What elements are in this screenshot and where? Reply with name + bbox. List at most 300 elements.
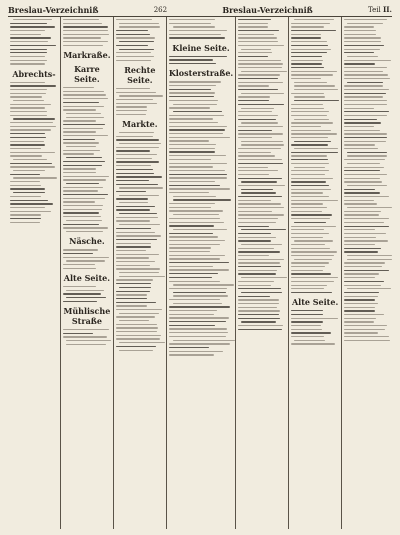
text-line — [63, 253, 93, 254]
text-line — [238, 137, 272, 138]
text-line — [116, 30, 148, 31]
text-line — [238, 240, 271, 241]
text-line — [10, 56, 45, 57]
text-line — [291, 130, 331, 131]
text-line — [344, 332, 378, 333]
text-line — [291, 196, 328, 197]
text-line — [238, 233, 271, 234]
text-line — [63, 128, 103, 129]
text-line — [238, 37, 277, 38]
text-line — [173, 104, 217, 105]
text-line — [169, 288, 228, 289]
text-line — [291, 104, 323, 105]
text-line — [13, 100, 44, 101]
text-line — [116, 147, 159, 148]
text-line — [116, 56, 154, 57]
column-4 — [167, 17, 236, 529]
text-line — [116, 331, 157, 332]
text-line — [344, 60, 390, 61]
text-line — [238, 96, 270, 97]
text-line — [119, 132, 154, 133]
text-line — [241, 277, 287, 278]
text-line — [116, 154, 157, 155]
text-line — [344, 181, 382, 182]
text-line — [238, 185, 284, 186]
text-line — [169, 218, 220, 219]
text-line — [169, 137, 230, 138]
column-1 — [8, 17, 61, 529]
text-line — [169, 140, 209, 141]
text-line — [344, 108, 374, 109]
text-line — [169, 166, 213, 167]
text-line — [291, 244, 325, 245]
text-line — [241, 71, 287, 72]
text-line — [169, 56, 228, 57]
text-line — [344, 203, 377, 204]
text-line — [344, 126, 374, 127]
text-line — [238, 259, 284, 260]
text-line — [169, 144, 217, 145]
text-line — [238, 255, 269, 256]
text-line — [119, 187, 163, 188]
text-line — [169, 177, 228, 178]
text-line — [291, 233, 328, 234]
section-heading: Alte Seite. — [291, 297, 339, 308]
text-line — [169, 262, 229, 263]
text-line — [10, 23, 47, 24]
text-line — [63, 187, 103, 188]
text-line — [116, 52, 151, 53]
text-line — [116, 220, 151, 221]
text-line — [344, 141, 386, 142]
text-line — [116, 88, 150, 89]
text-line — [291, 78, 321, 79]
text-line — [63, 201, 95, 202]
header-part-number: II. — [383, 5, 392, 14]
text-line — [344, 248, 381, 249]
text-line — [291, 37, 321, 38]
text-line — [63, 98, 108, 99]
text-line — [291, 192, 323, 193]
text-line — [291, 115, 326, 116]
text-line — [344, 303, 378, 304]
text-line — [344, 111, 389, 112]
text-line — [63, 87, 94, 88]
text-line — [116, 243, 151, 244]
text-line — [238, 26, 268, 27]
text-line — [63, 23, 102, 24]
text-line — [116, 110, 147, 111]
text-line — [344, 63, 375, 64]
text-line — [119, 224, 161, 225]
text-line — [169, 30, 228, 31]
text-line — [63, 168, 97, 169]
text-line — [238, 56, 268, 57]
text-line — [291, 266, 325, 267]
text-line — [173, 111, 223, 112]
text-line — [169, 155, 226, 156]
text-line — [344, 277, 375, 278]
text-line — [169, 258, 221, 259]
text-line — [344, 100, 387, 101]
text-line — [63, 333, 93, 334]
text-line — [291, 185, 329, 186]
text-line — [116, 139, 159, 140]
text-line — [238, 115, 277, 116]
text-line — [63, 194, 109, 195]
text-line — [238, 207, 284, 208]
text-line — [10, 129, 51, 130]
text-line — [10, 96, 42, 97]
text-line — [169, 63, 216, 64]
text-line — [169, 351, 223, 352]
text-line — [119, 272, 159, 273]
text-line — [63, 34, 109, 35]
text-line — [238, 288, 281, 289]
text-line — [291, 144, 328, 145]
text-line — [169, 133, 223, 134]
text-line — [344, 240, 388, 241]
text-line — [116, 246, 151, 247]
text-line — [169, 225, 214, 226]
text-line — [344, 211, 381, 212]
text-line — [10, 174, 40, 175]
text-line — [169, 181, 215, 182]
text-line — [116, 335, 161, 336]
text-line — [116, 324, 157, 325]
text-line — [116, 279, 153, 280]
text-line — [63, 94, 106, 95]
text-line — [344, 336, 389, 337]
text-line — [169, 23, 211, 24]
text-line — [169, 37, 226, 38]
text-line — [291, 255, 334, 256]
text-line — [10, 196, 41, 197]
text-line — [116, 103, 157, 104]
text-line — [173, 199, 231, 200]
text-line — [241, 144, 284, 145]
text-line — [238, 30, 279, 31]
text-line — [344, 314, 384, 315]
text-line — [344, 273, 379, 274]
text-line — [169, 159, 211, 160]
text-line — [116, 294, 147, 295]
text-line — [238, 130, 272, 131]
text-line — [344, 244, 375, 245]
text-line — [63, 124, 105, 125]
text-line — [347, 56, 378, 57]
text-line — [291, 26, 324, 27]
text-line — [291, 155, 327, 156]
header-right-title: Breslau-Verzeichniß — [222, 5, 313, 15]
text-line — [116, 173, 154, 174]
text-line — [291, 170, 329, 171]
text-line — [169, 343, 230, 344]
text-line — [294, 119, 329, 120]
text-line — [291, 292, 332, 293]
text-line — [63, 153, 94, 154]
text-line — [173, 214, 219, 215]
header-left-title: Breslau-Verzeichniß — [8, 5, 99, 15]
text-line — [169, 170, 225, 171]
text-line — [238, 41, 278, 42]
text-line — [119, 276, 165, 277]
text-line — [169, 96, 214, 97]
text-line — [238, 163, 283, 164]
text-line — [238, 148, 281, 149]
text-line — [344, 196, 389, 197]
text-line — [63, 139, 95, 140]
text-line — [63, 26, 108, 27]
text-line — [13, 118, 55, 119]
text-line — [238, 19, 271, 20]
text-line — [344, 170, 379, 171]
text-line — [66, 260, 105, 261]
page-header — [8, 4, 392, 17]
text-line — [291, 34, 321, 35]
text-line — [238, 111, 272, 112]
text-line — [10, 214, 41, 215]
text-line — [63, 227, 109, 228]
text-line — [116, 198, 149, 199]
text-line — [10, 45, 56, 46]
header-part-label: Teil — [368, 6, 381, 14]
text-line — [294, 89, 338, 90]
text-line — [241, 93, 284, 94]
text-line — [291, 343, 335, 344]
text-line — [291, 108, 324, 109]
section-heading: Markraße. — [63, 50, 111, 61]
text-line — [173, 292, 226, 293]
text-line — [10, 85, 56, 86]
column-2 — [61, 17, 114, 529]
text-line — [63, 135, 108, 136]
text-line — [347, 163, 380, 164]
text-line — [119, 202, 149, 203]
text-line — [238, 273, 275, 274]
text-line — [10, 82, 45, 83]
text-line — [291, 318, 337, 319]
text-line — [169, 81, 221, 82]
text-line — [66, 113, 101, 114]
text-line — [344, 222, 384, 223]
text-line — [63, 109, 96, 110]
text-line — [344, 218, 389, 219]
text-line — [344, 229, 375, 230]
text-line — [63, 165, 102, 166]
text-line — [173, 303, 223, 304]
text-line — [291, 214, 332, 215]
text-line — [238, 303, 279, 304]
text-line — [347, 288, 391, 289]
column-3 — [114, 17, 167, 529]
text-line — [10, 93, 46, 94]
text-line — [344, 251, 378, 252]
text-line — [63, 176, 109, 177]
text-line — [291, 111, 328, 112]
text-line — [13, 170, 46, 171]
text-line — [344, 85, 383, 86]
text-line — [291, 281, 334, 282]
text-line — [291, 181, 326, 182]
text-line — [66, 290, 104, 291]
text-line — [291, 49, 331, 50]
text-line — [291, 178, 333, 179]
text-line — [63, 249, 98, 250]
text-line — [291, 67, 324, 68]
text-line — [63, 120, 96, 121]
text-line — [169, 222, 224, 223]
text-line — [291, 310, 323, 311]
text-line — [238, 34, 274, 35]
text-line — [238, 152, 271, 153]
text-line — [238, 325, 283, 326]
text-line — [63, 216, 101, 217]
text-line — [238, 211, 272, 212]
text-line — [294, 167, 325, 168]
text-line — [344, 285, 380, 286]
text-line — [344, 67, 387, 68]
text-line — [10, 148, 41, 149]
text-line — [169, 85, 217, 86]
text-line — [66, 231, 103, 232]
text-line — [291, 336, 324, 337]
text-line — [13, 159, 47, 160]
text-line — [291, 23, 330, 24]
text-line — [13, 177, 57, 178]
text-line — [10, 166, 55, 167]
text-line — [10, 155, 42, 156]
text-line — [63, 172, 97, 173]
text-line — [344, 318, 376, 319]
text-line — [238, 78, 277, 79]
text-line — [344, 200, 374, 201]
text-line — [116, 206, 155, 207]
text-line — [63, 198, 105, 199]
text-line — [344, 52, 374, 53]
text-line — [10, 41, 48, 42]
text-line — [66, 340, 111, 341]
text-line — [344, 281, 384, 282]
text-line — [344, 266, 382, 267]
text-line — [344, 78, 390, 79]
text-line — [66, 220, 102, 221]
text-line — [63, 224, 99, 225]
text-line — [291, 56, 322, 57]
text-line — [63, 102, 99, 103]
text-line — [344, 340, 390, 341]
text-line — [173, 26, 215, 27]
text-line — [238, 67, 282, 68]
text-line — [173, 229, 227, 230]
text-line — [238, 296, 270, 297]
text-line — [241, 292, 282, 293]
text-line — [116, 265, 151, 266]
text-line — [294, 82, 327, 83]
text-line — [10, 111, 47, 112]
text-line — [347, 259, 393, 260]
text-line — [169, 328, 228, 329]
text-line — [291, 288, 324, 289]
column-5 — [236, 17, 289, 529]
text-line — [63, 150, 100, 151]
text-line — [116, 261, 155, 262]
text-line — [169, 188, 230, 189]
text-line — [344, 189, 375, 190]
text-line — [116, 254, 160, 255]
text-line — [238, 104, 284, 105]
text-line — [344, 178, 379, 179]
text-line — [66, 157, 102, 158]
text-line — [347, 152, 387, 153]
text-line — [291, 159, 328, 160]
text-line — [169, 255, 226, 256]
text-line — [169, 207, 211, 208]
text-line — [241, 108, 274, 109]
text-line — [344, 270, 389, 271]
text-line — [238, 314, 279, 315]
text-line — [169, 244, 220, 245]
text-line — [63, 264, 95, 265]
text-line — [169, 100, 218, 101]
text-line — [238, 60, 281, 61]
text-line — [294, 148, 338, 149]
text-line — [238, 222, 276, 223]
text-line — [344, 133, 387, 134]
text-line — [63, 37, 101, 38]
text-line — [169, 34, 221, 35]
text-line — [344, 307, 375, 308]
text-line — [10, 133, 45, 134]
text-line — [119, 41, 154, 42]
text-line — [10, 126, 56, 127]
text-line — [294, 222, 326, 223]
text-line — [291, 277, 337, 278]
text-line — [63, 268, 97, 269]
text-line — [238, 82, 283, 83]
text-line — [169, 347, 209, 348]
text-line — [119, 342, 165, 343]
text-line — [116, 217, 158, 218]
section-heading: Rechte Seite. — [124, 64, 156, 85]
text-line — [291, 126, 321, 127]
text-line — [116, 327, 158, 328]
text-line — [63, 190, 98, 191]
text-line — [291, 163, 329, 164]
text-line — [291, 63, 322, 64]
text-line — [63, 205, 103, 206]
text-line — [13, 19, 52, 20]
text-line — [344, 310, 375, 311]
text-line — [344, 74, 388, 75]
text-line — [63, 293, 101, 294]
text-line — [169, 281, 221, 282]
text-line — [238, 200, 271, 201]
text-line — [169, 240, 226, 241]
text-line — [291, 270, 323, 271]
text-line — [344, 226, 389, 227]
text-line — [169, 192, 210, 193]
text-line — [238, 23, 268, 24]
text-line — [169, 115, 224, 116]
text-line — [238, 174, 269, 175]
text-line — [169, 59, 213, 60]
text-line — [10, 122, 53, 123]
text-line — [116, 209, 150, 210]
text-line — [238, 310, 280, 311]
text-line — [116, 283, 151, 284]
text-line — [119, 95, 164, 96]
